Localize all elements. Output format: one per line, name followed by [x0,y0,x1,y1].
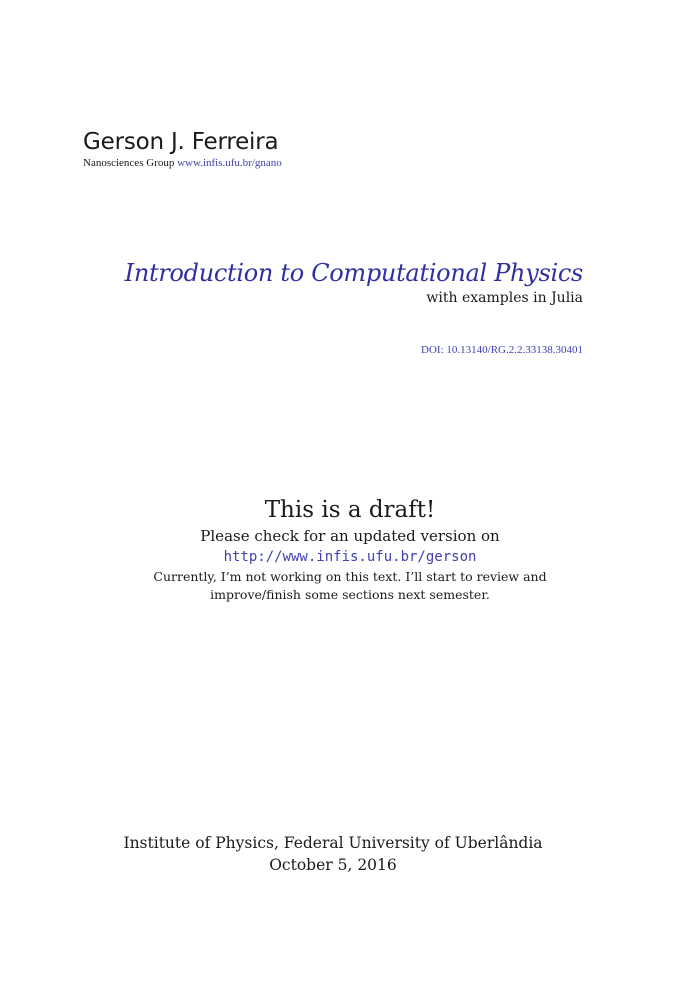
publication-date: October 5, 2016 [269,856,397,874]
author-name: Gerson J. Ferreira [83,129,279,155]
draft-heading: This is a draft! [264,497,436,523]
group-name: Nanosciences Group [83,157,175,169]
draft-check-text: Please check for an updated version on [200,527,500,545]
institution: Institute of Physics, Federal University of Uberlândia [123,834,543,852]
draft-note-line-1: Currently, I’m not working on this text. I’ll start to review and [153,569,547,584]
book-subtitle: with examples in Julia [426,290,583,306]
author-block [83,128,282,170]
doi-link[interactable]: DOI: 10.13140/RG.2.2.33138.30401 [421,344,583,356]
book-title: Introduction to Computational Physics [124,259,583,287]
draft-url-link[interactable]: http://www.infis.ufu.br/gerson [223,549,477,565]
draft-note-line-2: improve/finish some sections next semester. [210,587,490,602]
footer-block [0,832,666,876]
author-affiliation [83,157,282,170]
draft-notice [0,494,700,604]
group-url-link[interactable]: www.infis.ufu.br/gnano [177,157,282,169]
title-block [125,258,583,308]
